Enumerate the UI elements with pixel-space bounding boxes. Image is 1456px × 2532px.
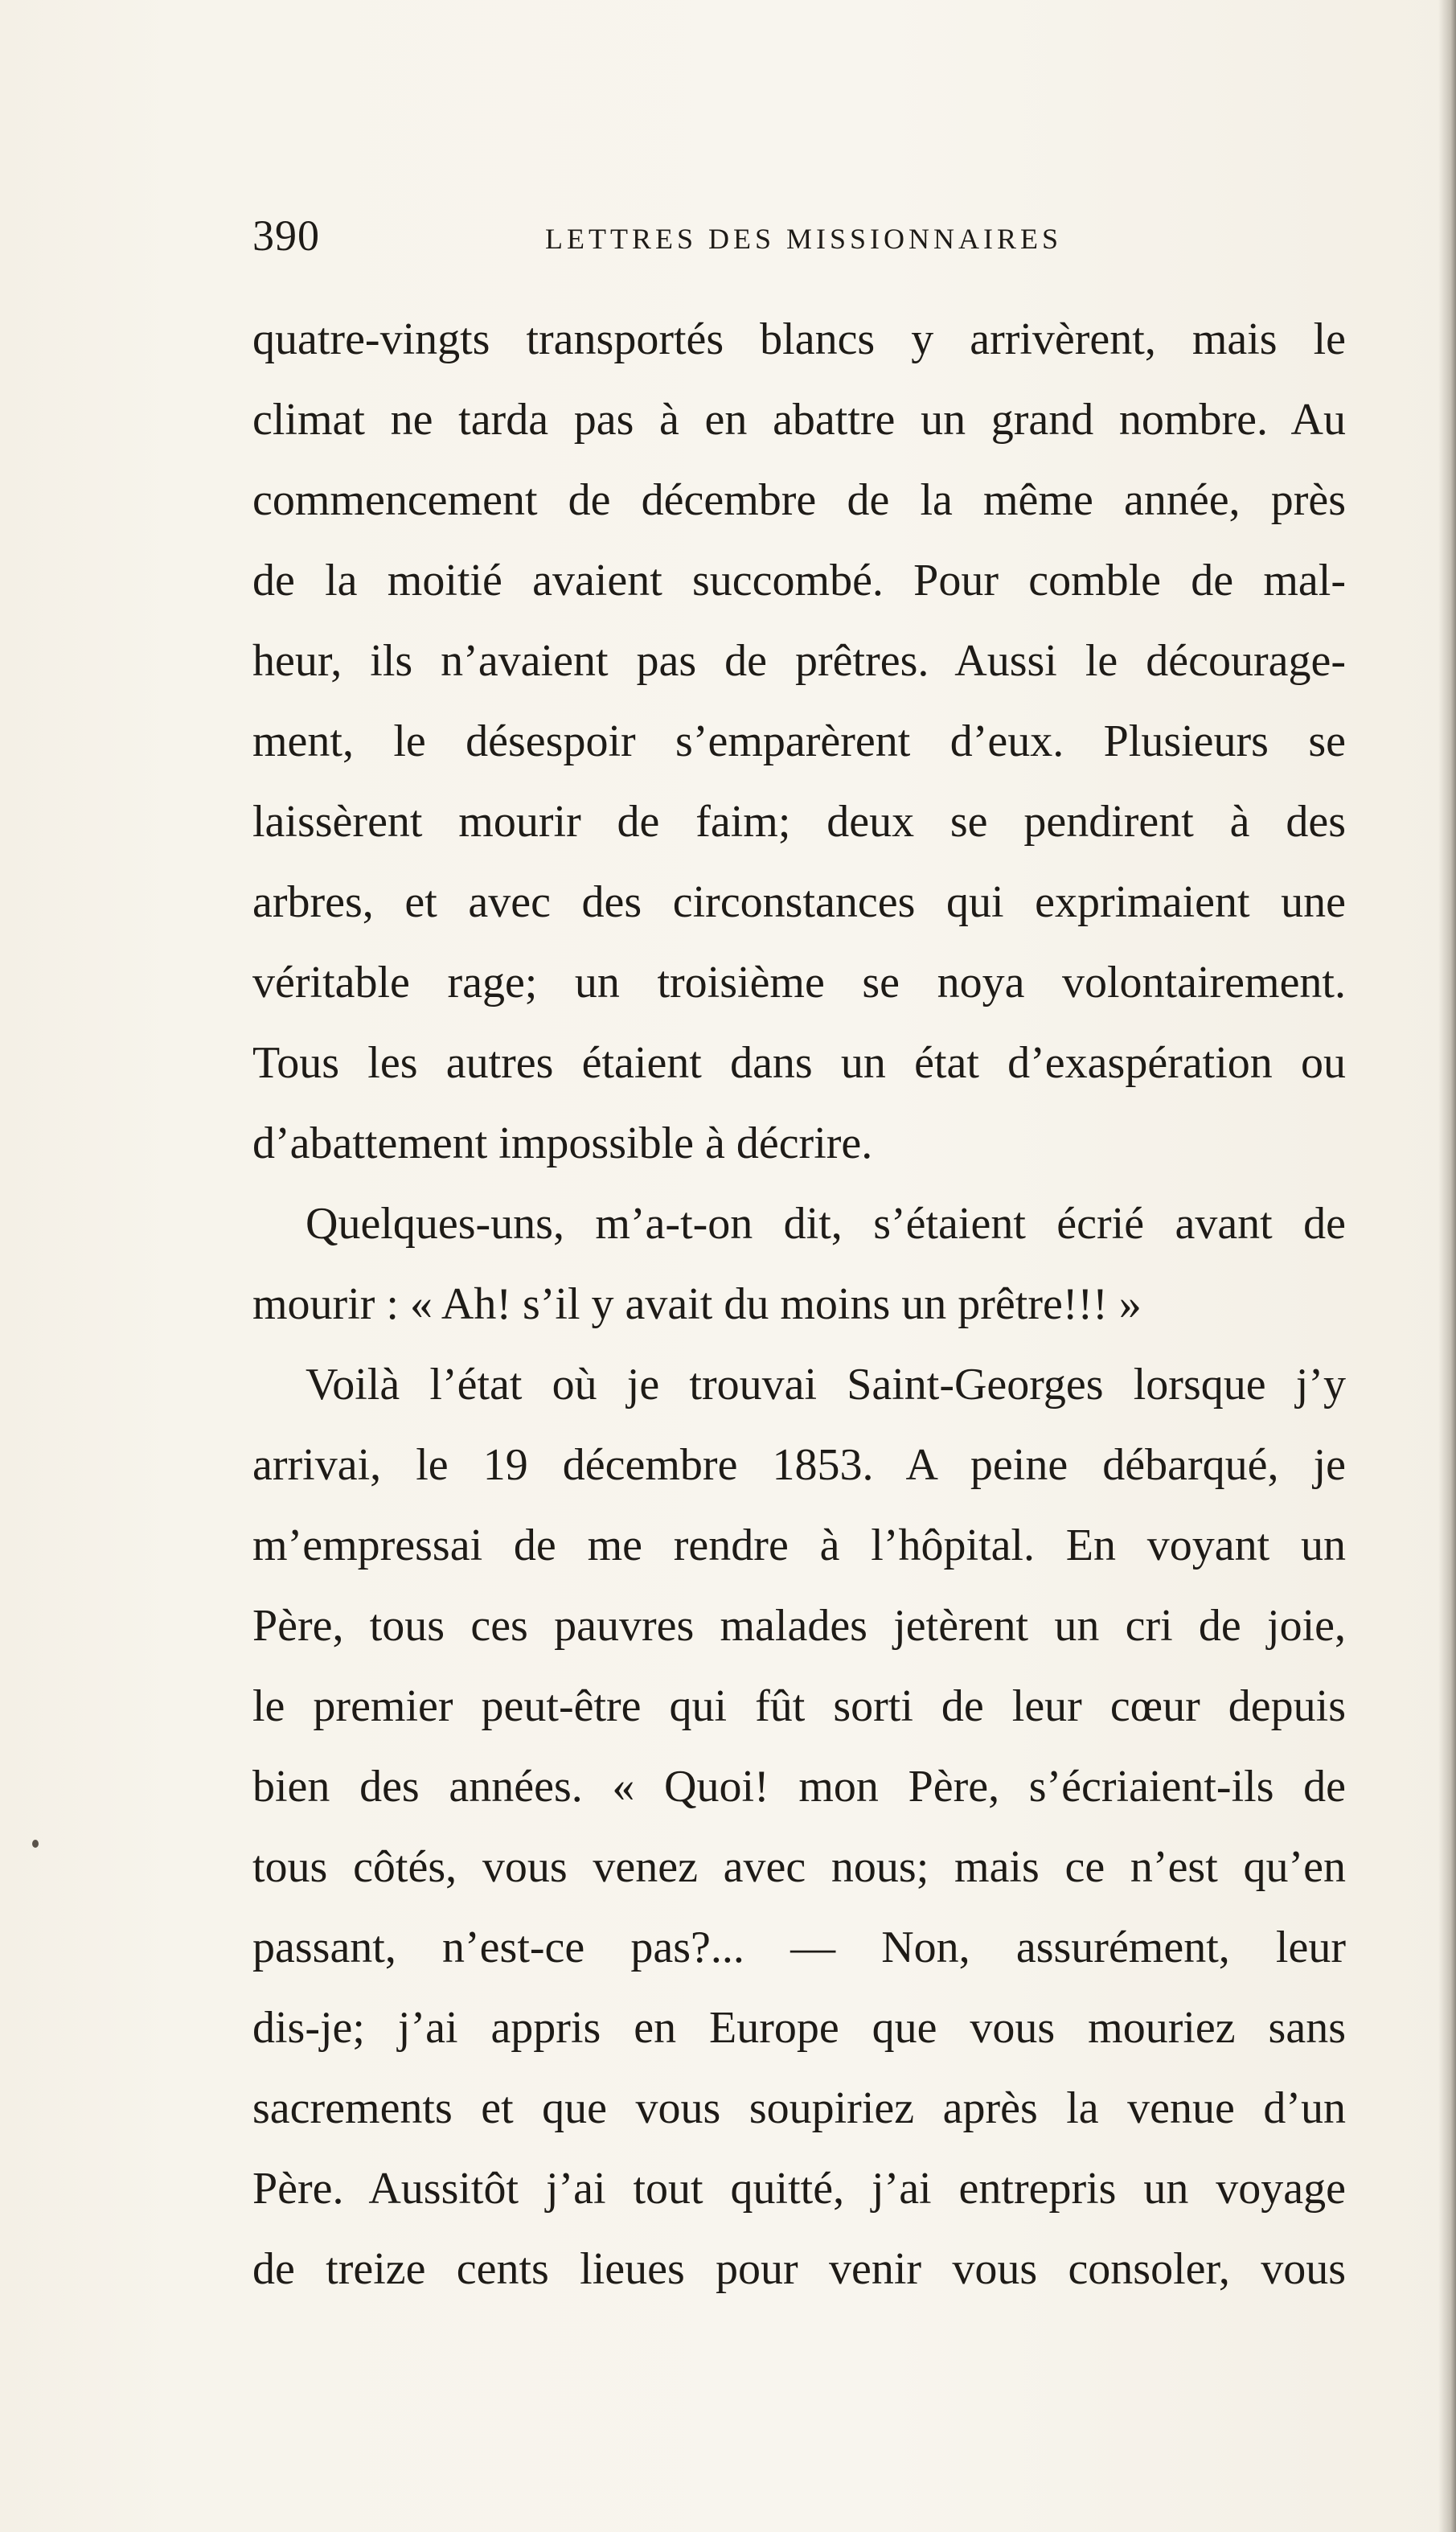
text-line: mourir : « Ah! s’il y avait du moins un prêtre!!! »: [252, 1279, 1142, 1329]
text-line: bien des années. « Quoi! mon Père, s’écriaient-ils de: [252, 1762, 1346, 1812]
text-line: tous côtés, vous venez avec nous; mais ce n’est qu’en: [252, 1842, 1346, 1892]
text-line: heur, ils n’avaient pas de prêtres. Aussi le décourage-: [252, 636, 1346, 686]
page-edge-shadow: [1438, 0, 1456, 2532]
page-number: 390: [252, 211, 320, 260]
text-line: de la moitié avaient succombé. Pour comble de mal-: [252, 556, 1346, 605]
text-line: passant, n’est-ce pas?... — Non, assurément, leur: [252, 1923, 1346, 1972]
text-line: de treize cents lieues pour venir vous consoler, vous: [252, 2244, 1346, 2294]
text-line: ment, le désespoir s’emparèrent d’eux. Plusieurs se: [252, 716, 1346, 766]
ink-speck: [32, 1840, 39, 1848]
text-line: climat ne tarda pas à en abattre un grand nombre. Au: [252, 395, 1346, 445]
page-header: [252, 211, 1346, 267]
text-line: arbres, et avec des circonstances qui exprimaient une: [252, 877, 1346, 927]
text-line: Père, tous ces pauvres malades jetèrent un cri de joie,: [252, 1601, 1346, 1651]
text-line: Quelques-uns, m’a-t-on dit, s’étaient écrié avant de: [306, 1199, 1346, 1249]
text-line: quatre-vingts transportés blancs y arrivèrent, mais le: [252, 314, 1346, 364]
text-line: m’empressai de me rendre à l’hôpital. En voyant un: [252, 1520, 1346, 1570]
text-line: commencement de décembre de la même année, près: [252, 475, 1346, 525]
text-line: Tous les autres étaient dans un état d’exaspération ou: [252, 1038, 1346, 1088]
text-line: Père. Aussitôt j’ai tout quitté, j’ai entrepris un voyage: [252, 2164, 1346, 2214]
text-line: laissèrent mourir de faim; deux se pendirent à des: [252, 797, 1346, 847]
text-line: d’abattement impossible à décrire.: [252, 1118, 873, 1168]
running-head: LETTRES DES MISSIONNAIRES: [545, 223, 1063, 255]
body-text: [252, 299, 1346, 2309]
text-line: dis-je; j’ai appris en Europe que vous mouriez sans: [252, 2003, 1346, 2053]
text-line: Voilà l’état où je trouvai Saint-Georges lorsque j’y: [306, 1360, 1346, 1410]
text-line: arrivai, le 19 décembre 1853. A peine débarqué, je: [252, 1440, 1346, 1490]
text-line: véritable rage; un troisième se noya volontairement.: [252, 958, 1346, 1007]
text-line: le premier peut-être qui fût sorti de leur cœur depuis: [252, 1681, 1346, 1731]
text-line: sacrements et que vous soupiriez après la venue d’un: [252, 2083, 1346, 2133]
